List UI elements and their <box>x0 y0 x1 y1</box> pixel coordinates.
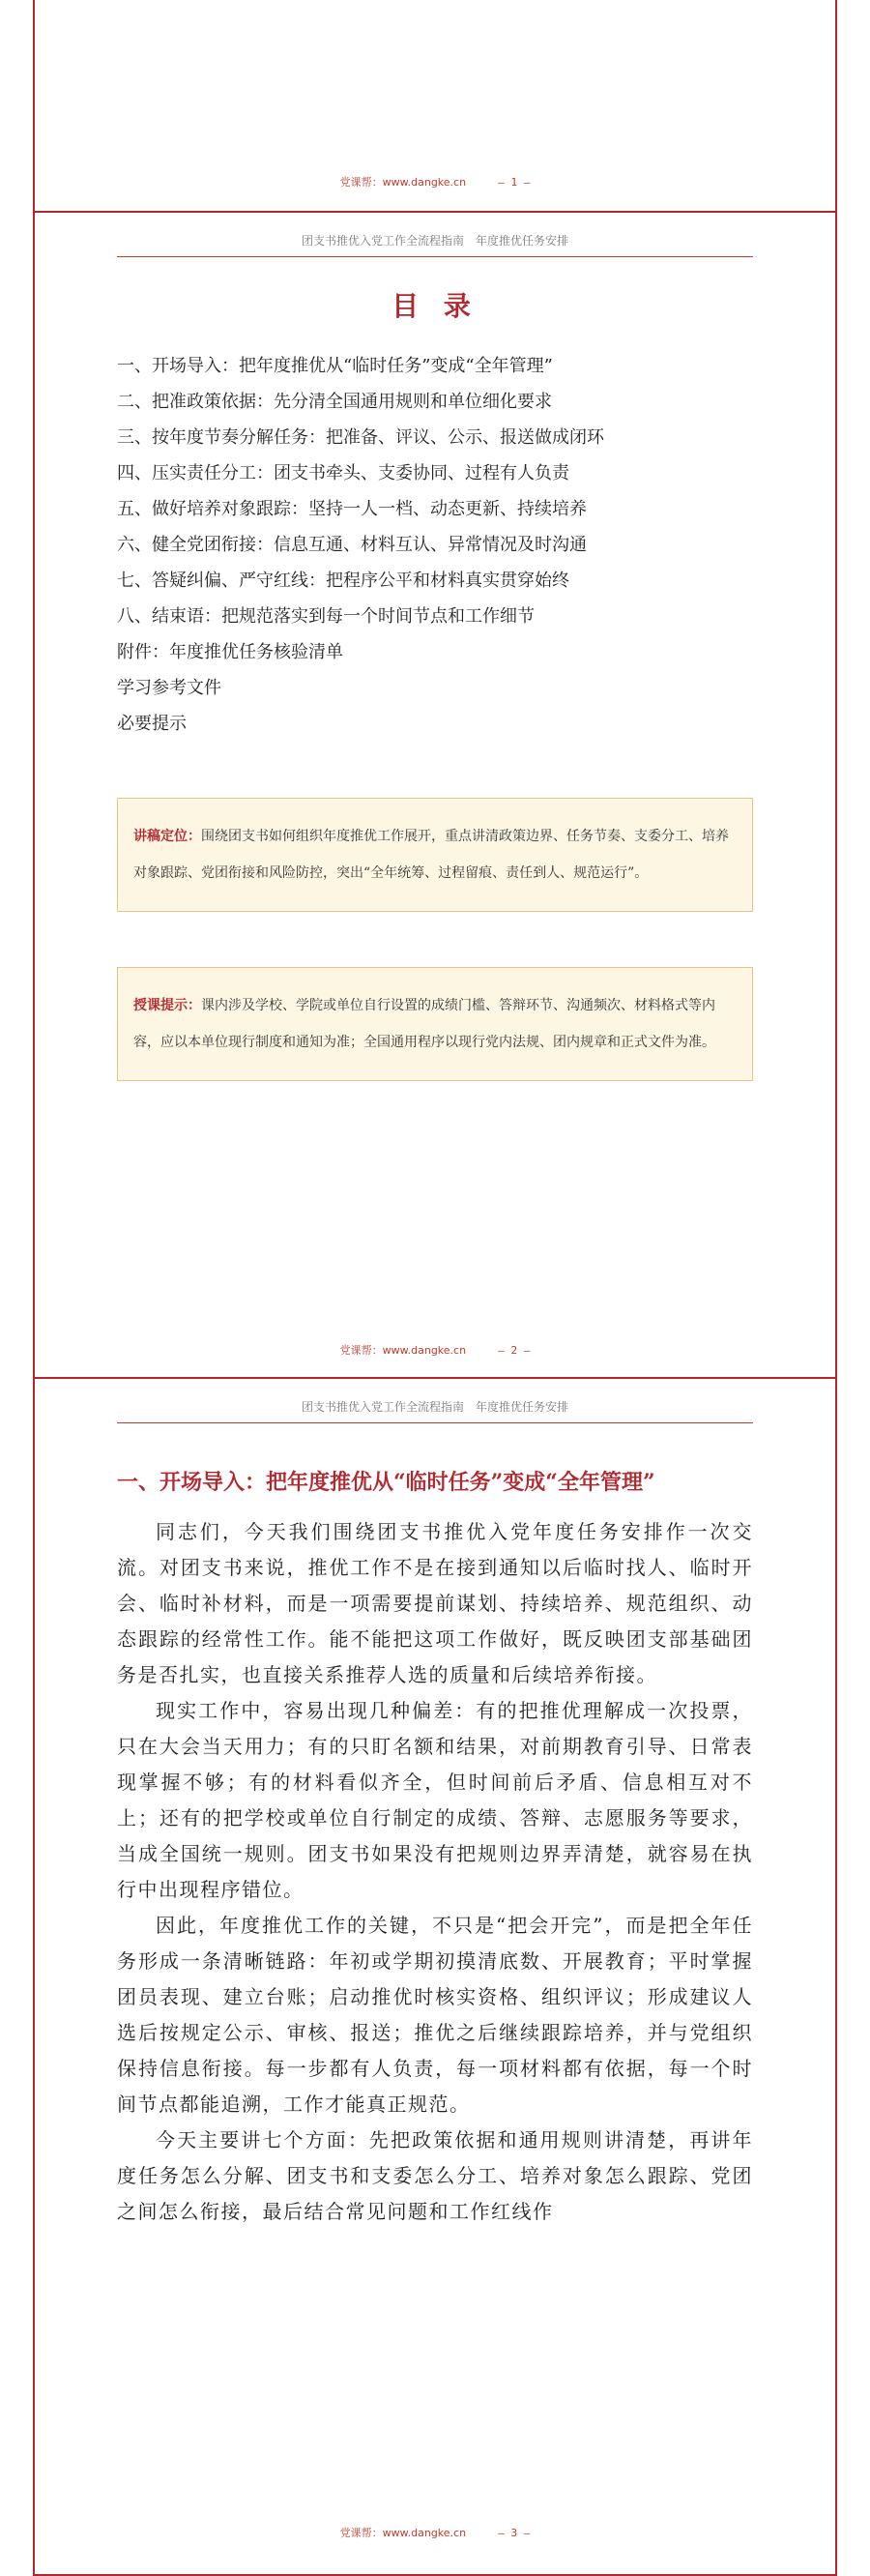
page-footer <box>35 1342 835 1358</box>
footer-site: 党课帮：www.dangke.cn <box>339 1344 467 1357</box>
paragraph: 同志们，今天我们围绕团支书推优入党年度任务安排作一次交流。对团支书来说，推优工作不是在接到通知以后临时找人、临时开会、临时补材料，而是一项需要提前谋划、持续培养、规范组织、动态跟踪的经常性工作。能不能把这项工作做好，既反映团支部基础团务是否扎实，也直接关系推荐人选的质量和后续培养衔接。 <box>117 1520 753 1686</box>
lecture-positioning-box <box>117 798 753 912</box>
toc-item: 学习参考文件 <box>117 678 221 698</box>
paragraph: 因此，年度推优工作的关键，不只是“把会开完”，而是把全年任务形成一条清晰链路：年初或学期初摸清底数、开展教育；平时掌握团员表现、建立台账；启动推优时核实资格、组织评议；形成建议人选后按规定公示、审核、报送；推优之后继续跟踪培养，并与党组织保持信息衔接。每一步都有人负责，每一项材料都有依据，每一个时间节点都能追溯，工作才能真正规范。 <box>117 1914 753 2116</box>
section-body <box>117 1514 753 2230</box>
toc-title: 目 录 <box>392 290 478 322</box>
page-1 <box>33 0 837 213</box>
page-footer <box>35 174 835 190</box>
toc-item: 三、按年度节奏分解任务：把准备、评议、公示、报送做成闭环 <box>117 427 604 448</box>
toc-item: 二、把准政策依据：先分清全国通用规则和单位细化要求 <box>117 392 552 412</box>
section-title: 一、开场导入：把年度推优从“临时任务”变成“全年管理” <box>117 1470 655 1495</box>
toc-list <box>117 348 604 742</box>
teaching-tips-box <box>117 967 753 1081</box>
page-2 <box>33 211 837 1379</box>
paragraph: 现实工作中，容易出现几种偏差：有的把推优理解成一次投票，只在大会当天用力；有的只盯名额和结果，对前期教育引导、日常表现掌握不够；有的材料看似齐全，但时间前后矛盾、信息相互对不上；还有的把学校或单位自行制定的成绩、答辩、志愿服务等要求，当成全国统一规则。团支书如果没有把规则边界弄清楚，就容易在执行中出现程序错位。 <box>117 1699 753 1901</box>
page-footer <box>35 2525 835 2540</box>
toc-item: 六、健全党团衔接：信息互通、材料互认、异常情况及时沟通 <box>117 535 587 555</box>
toc-item: 必要提示 <box>117 714 187 734</box>
footer-page-number: — 1 — <box>498 176 531 189</box>
toc-item: 八、结束语：把规范落实到每一个时间节点和工作细节 <box>117 606 535 627</box>
page-header: 团支书推优入党工作全流程指南 年度推优任务安排 <box>117 232 753 257</box>
box-label: 讲稿定位： <box>133 829 201 844</box>
page-3 <box>33 1377 837 2576</box>
footer-site: 党课帮：www.dangke.cn <box>339 2527 467 2539</box>
page-header: 团支书推优入党工作全流程指南 年度推优任务安排 <box>117 1398 753 1423</box>
footer-page-number: — 3 — <box>498 2527 531 2539</box>
toc-item: 四、压实责任分工：团支书牵头、支委协同、过程有人负责 <box>117 463 569 483</box>
box-text: 课内涉及学校、学院或单位自行设置的成绩门槛、答辩环节、沟通频次、材料格式等内容，应以本单位现行制度和通知为准；全国通用程序以现行党内法规、团内规章和正式文件为准。 <box>133 998 715 1050</box>
toc-item: 五、做好培养对象跟踪：坚持一人一档、动态更新、持续培养 <box>117 499 587 519</box>
toc-item: 七、答疑纠偏、严守红线：把程序公平和材料真实贯穿始终 <box>117 571 569 591</box>
footer-page-number: — 2 — <box>498 1344 531 1357</box>
toc-item: 一、开场导入：把年度推优从“临时任务”变成“全年管理” <box>117 356 553 376</box>
footer-site: 党课帮：www.dangke.cn <box>339 176 467 189</box>
paragraph: 今天主要讲七个方面：先把政策依据和通用规则讲清楚，再讲年度任务怎么分解、团支书和支委怎么分工、培养对象怎么跟踪、党团之间怎么衔接，最后结合常见问题和工作红线作 <box>117 2128 753 2223</box>
box-label: 授课提示： <box>133 998 201 1013</box>
box-text: 围绕团支书如何组织年度推优工作展开，重点讲清政策边界、任务节奏、支委分工、培养对象跟踪、党团衔接和风险防控，突出“全年统筹、过程留痕、责任到人、规范运行”。 <box>133 829 729 881</box>
toc-item: 附件：年度推优任务核验清单 <box>117 642 343 662</box>
